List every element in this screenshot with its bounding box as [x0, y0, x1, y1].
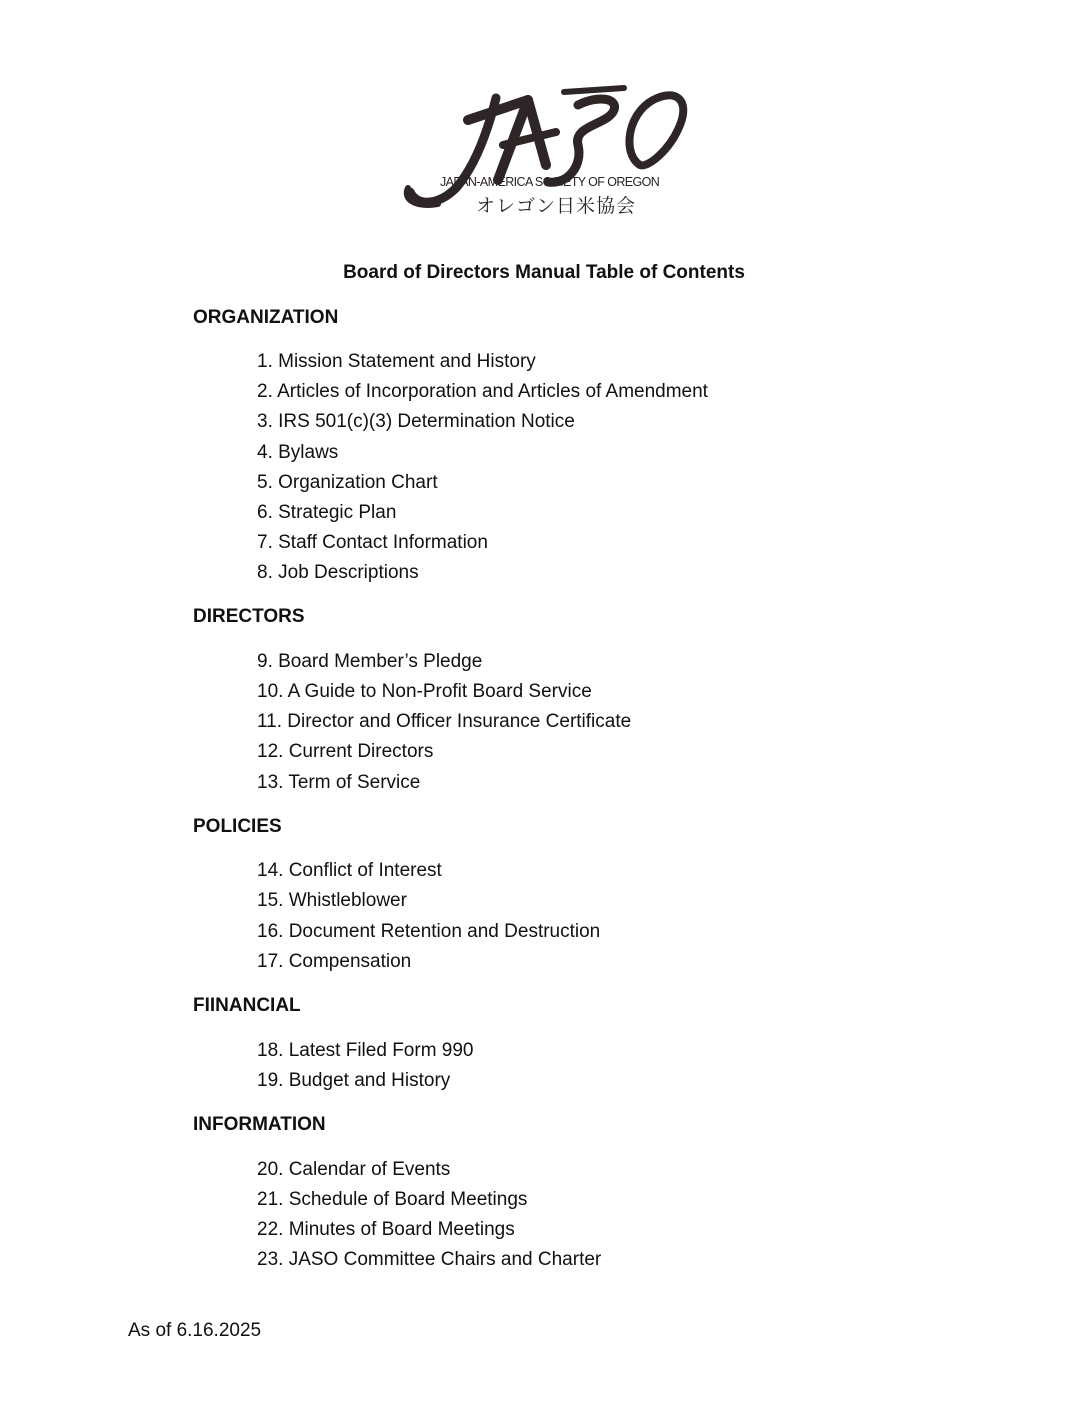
toc-item: 10. A Guide to Non-Profit Board Service [257, 681, 592, 702]
toc-item: 14. Conflict of Interest [257, 860, 442, 881]
toc-item: 17. Compensation [257, 951, 412, 972]
logo-name-jp: オレゴン日米協会 [476, 195, 637, 217]
toc-item: 20. Calendar of Events [257, 1159, 451, 1180]
toc-item: 22. Minutes of Board Meetings [257, 1219, 515, 1240]
jaso-logo [378, 70, 708, 225]
toc-item: 6. Strategic Plan [257, 502, 397, 523]
toc-item: 7. Staff Contact Information [257, 532, 488, 553]
toc-item: 21. Schedule of Board Meetings [257, 1189, 528, 1210]
toc-item: 23. JASO Committee Chairs and Charter [257, 1249, 602, 1270]
section-heading-policies: POLICIES [193, 816, 282, 837]
toc-item: 1. Mission Statement and History [257, 351, 536, 372]
toc-item: 15. Whistleblower [257, 890, 407, 911]
as-of-date: As of 6.16.2025 [128, 1320, 262, 1341]
toc-item: 18. Latest Filed Form 990 [257, 1040, 474, 1061]
logo-name-en: JAPAN-AMERICA SOCIETY OF OREGON [440, 175, 660, 189]
section-heading-information: INFORMATION [193, 1114, 326, 1135]
toc-item: 4. Bylaws [257, 442, 339, 463]
toc-item: 5. Organization Chart [257, 472, 438, 493]
section-heading-directors: DIRECTORS [193, 606, 305, 627]
toc-item: 19. Budget and History [257, 1070, 451, 1091]
section-heading-organization: ORGANIZATION [193, 307, 339, 328]
document-title: Board of Directors Manual Table of Contents [343, 262, 745, 283]
section-heading-financial: FIINANCIAL [193, 995, 301, 1016]
toc-item: 3. IRS 501(c)(3) Determination Notice [257, 411, 575, 432]
toc-item: 16. Document Retention and Destruction [257, 921, 601, 942]
toc-item: 2. Articles of Incorporation and Articles of Amendment [257, 381, 708, 402]
toc-item: 11. Director and Officer Insurance Certificate [257, 711, 632, 732]
toc-item: 13. Term of Service [257, 772, 421, 793]
toc-item: 9. Board Member’s Pledge [257, 651, 483, 672]
toc-item: 8. Job Descriptions [257, 562, 419, 583]
toc-item: 12. Current Directors [257, 741, 434, 762]
